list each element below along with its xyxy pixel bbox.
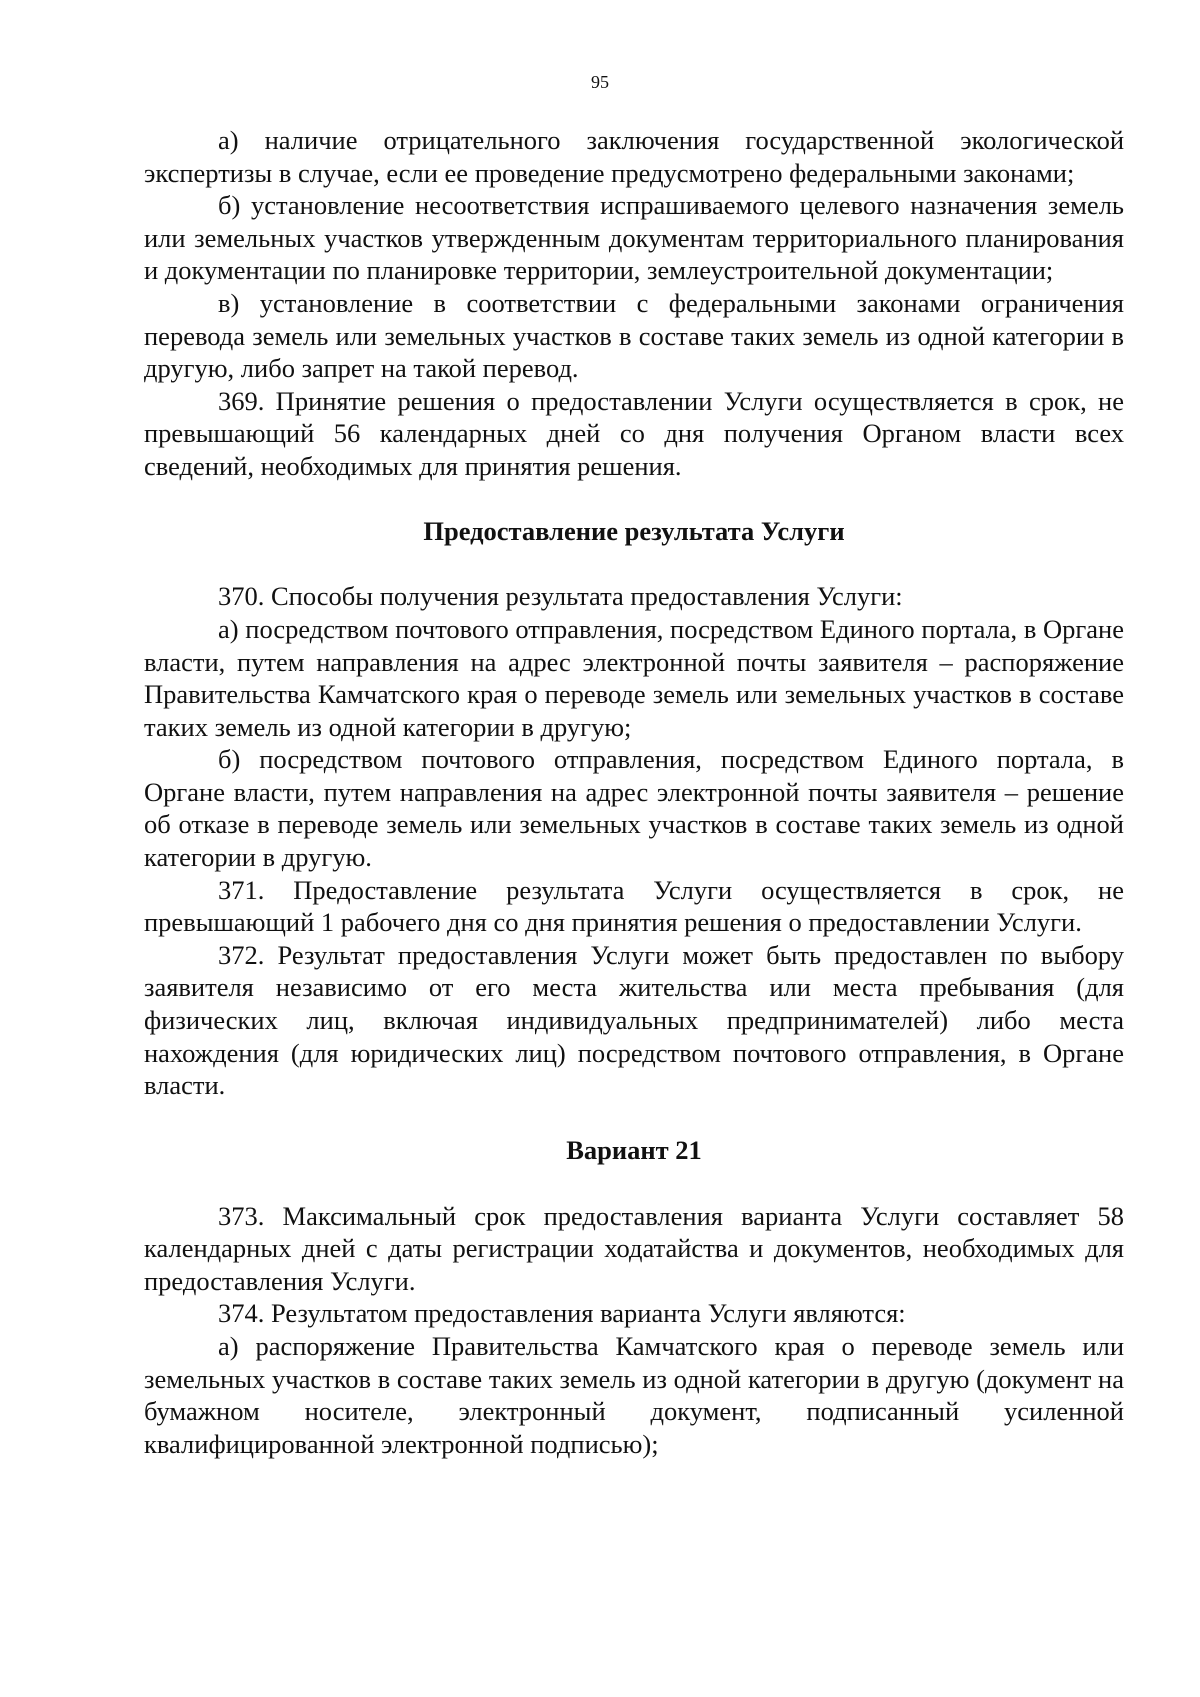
paragraph-370-b: б) посредством почтового отправления, посредством Единого портала, в Органе власти, путем направления на адрес электронной почты заявителя – решение об отказе в переводе земель или земельных участков в составе таких земель из одной категории в другую. xyxy=(144,744,1124,873)
document-body xyxy=(144,124,1124,1460)
paragraph-374-a: а) распоряжение Правительства Камчатского края о переводе земель или земельных участков в составе таких земель из одной категории в другую (документ на бумажном носителе, электронный документ, подписанный усиленной квалифицированной электронной подписью); xyxy=(144,1330,1124,1459)
paragraph-b-inconsistency: б) установление несоответствия испрашиваемого целевого назначения земель или земельных участков утвержденным документам территориального планирования и документации по планировке территории, землеустроительной документации; xyxy=(144,190,1124,286)
paragraph-370: 370. Способы получения результата предоставления Услуги: xyxy=(218,581,903,612)
page-number: 95 xyxy=(591,72,609,92)
paragraph-369: 369. Принятие решения о предоставлении Услуги осуществляется в срок, не превышающий 56 календарных дней со дня получения Органом власти всех сведений, необходимых для принятия решения. xyxy=(144,385,1124,481)
paragraph-v-restriction: в) установление в соответствии с федеральными законами ограничения перевода земель или земельных участков в составе таких земель из одной категории в другую, либо запрет на такой перевод. xyxy=(144,287,1124,384)
paragraph-370-a: а) посредством почтового отправления, посредством Единого портала, в Органе власти, путем направления на адрес электронной почты заявителя – распоряжение Правительства Камчатского края о переводе земель или земельных участков в составе таких земель из одной категории в другую; xyxy=(144,613,1124,742)
paragraph-373: 373. Максимальный срок предоставления варианта Услуги составляет 58 календарных дней с даты регистрации ходатайства и документов, необходимых для предоставления Услуги. xyxy=(144,1200,1124,1296)
paragraph-a-negative-conclusion: а) наличие отрицательного заключения государственной экологической экспертизы в случае, если ее проведение предусмотрено федеральными законами; xyxy=(144,125,1124,188)
paragraph-371: 371. Предоставление результата Услуги осуществляется в срок, не превышающий 1 рабочего дня со дня принятия решения о предоставлении Услуги. xyxy=(144,874,1124,938)
section-heading-variant-21: Вариант 21 xyxy=(566,1135,702,1166)
paragraph-372: 372. Результат предоставления Услуги может быть предоставлен по выбору заявителя независимо от его места жительства или места пребывания (для физических лиц, включая индивидуальных предпринимателей) либо места нахождения (для юридических лиц) посредством почтового отправления, в Органе власти. xyxy=(144,939,1124,1101)
paragraph-374: 374. Результатом предоставления варианта Услуги являются: xyxy=(218,1298,906,1329)
section-heading-result-delivery: Предоставление результата Услуги xyxy=(423,516,845,547)
